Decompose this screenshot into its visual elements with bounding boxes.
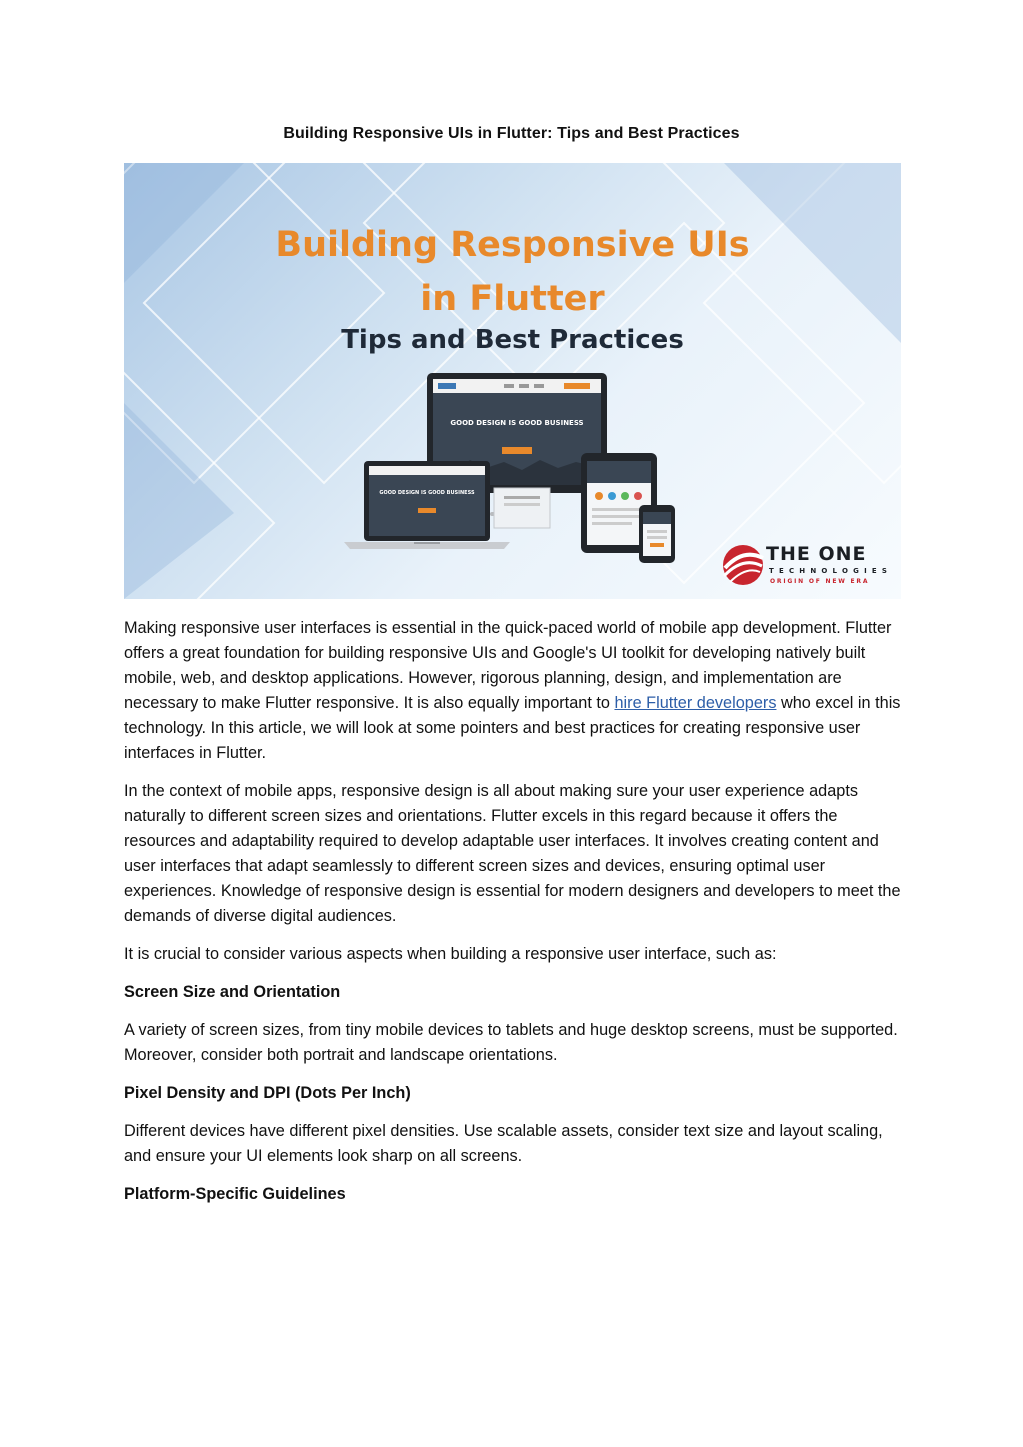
responsive-design-paragraph: In the context of mobile apps, responsive design is all about making sure your user experience adapts naturally to different screen sizes and orientations. Flutter excels in this regard because it offers the resources and adaptability required to develop adaptable user interfaces. It involves creating content and user interfaces that adapt seamlessly to different screen sizes and devices, ensuring optimal user experiences. Knowledge of responsive design is essential for modern designers and developers to meet the demands of diverse digital audiences. [124,782,901,925]
phone-mockup [639,505,675,563]
screen-size-paragraph: A variety of screen sizes, from tiny mobile devices to tablets and huge desktop screens, must be supported. Moreover, consider both portrait and landscape orientations. [124,1021,898,1064]
intro-text-after-link: who excel in this technology. In this article, we will look at some pointers and best practices for creating responsive user interfaces in Flutter. [124,694,901,762]
banner-subheadline: Tips and Best Practices [341,325,684,355]
secondary-screen-mockup [494,488,550,528]
hire-flutter-developers-link[interactable]: hire Flutter developers [614,694,777,712]
hero-banner-image [124,163,901,599]
banner-headline-line-1: Building Responsive UIs [275,225,750,265]
pixel-density-paragraph: Different devices have different pixel densities. Use scalable assets, consider text size and layout scaling, and ensure your UI elements look sharp on all screens. [124,1122,883,1165]
banner-headline [124,218,901,326]
section-heading-platform-guidelines: Platform-Specific Guidelines [124,1185,346,1203]
section-heading-screen-size: Screen Size and Orientation [124,983,341,1001]
aspects-intro-paragraph: It is crucial to consider various aspects when building a responsive user interface, such as: [124,945,777,963]
logo-subtitle: TECHNOLOGIES [769,567,893,575]
laptop-tagline: GOOD DESIGN IS GOOD BUSINESS [379,490,475,496]
company-logo [720,538,893,592]
article-body [124,616,902,1220]
laptop-mockup [344,461,510,549]
device-mockups-illustration [344,368,684,563]
logo-name: THE ONE [766,543,867,565]
intro-paragraph [124,616,902,766]
monitor-tagline: GOOD DESIGN IS GOOD BUSINESS [450,419,584,427]
logo-mark-icon [720,538,766,592]
intro-text-before-link: Making responsive user interfaces is essential in the quick-paced world of mobile app development. Flutter offers a great foundation for building responsive UIs and Google's UI toolkit for developing natively built mobile, web, and desktop applications. However, rigorous planning, design, and implementation are necessary to make Flutter responsive. It is also equally important to [124,619,892,712]
banner-headline-line-2: in Flutter [420,279,605,319]
section-heading-pixel-density: Pixel Density and DPI (Dots Per Inch) [124,1084,411,1102]
document-title: Building Responsive UIs in Flutter: Tips and Best Practices [283,125,740,142]
logo-tagline: ORIGIN OF NEW ERA [770,578,870,585]
